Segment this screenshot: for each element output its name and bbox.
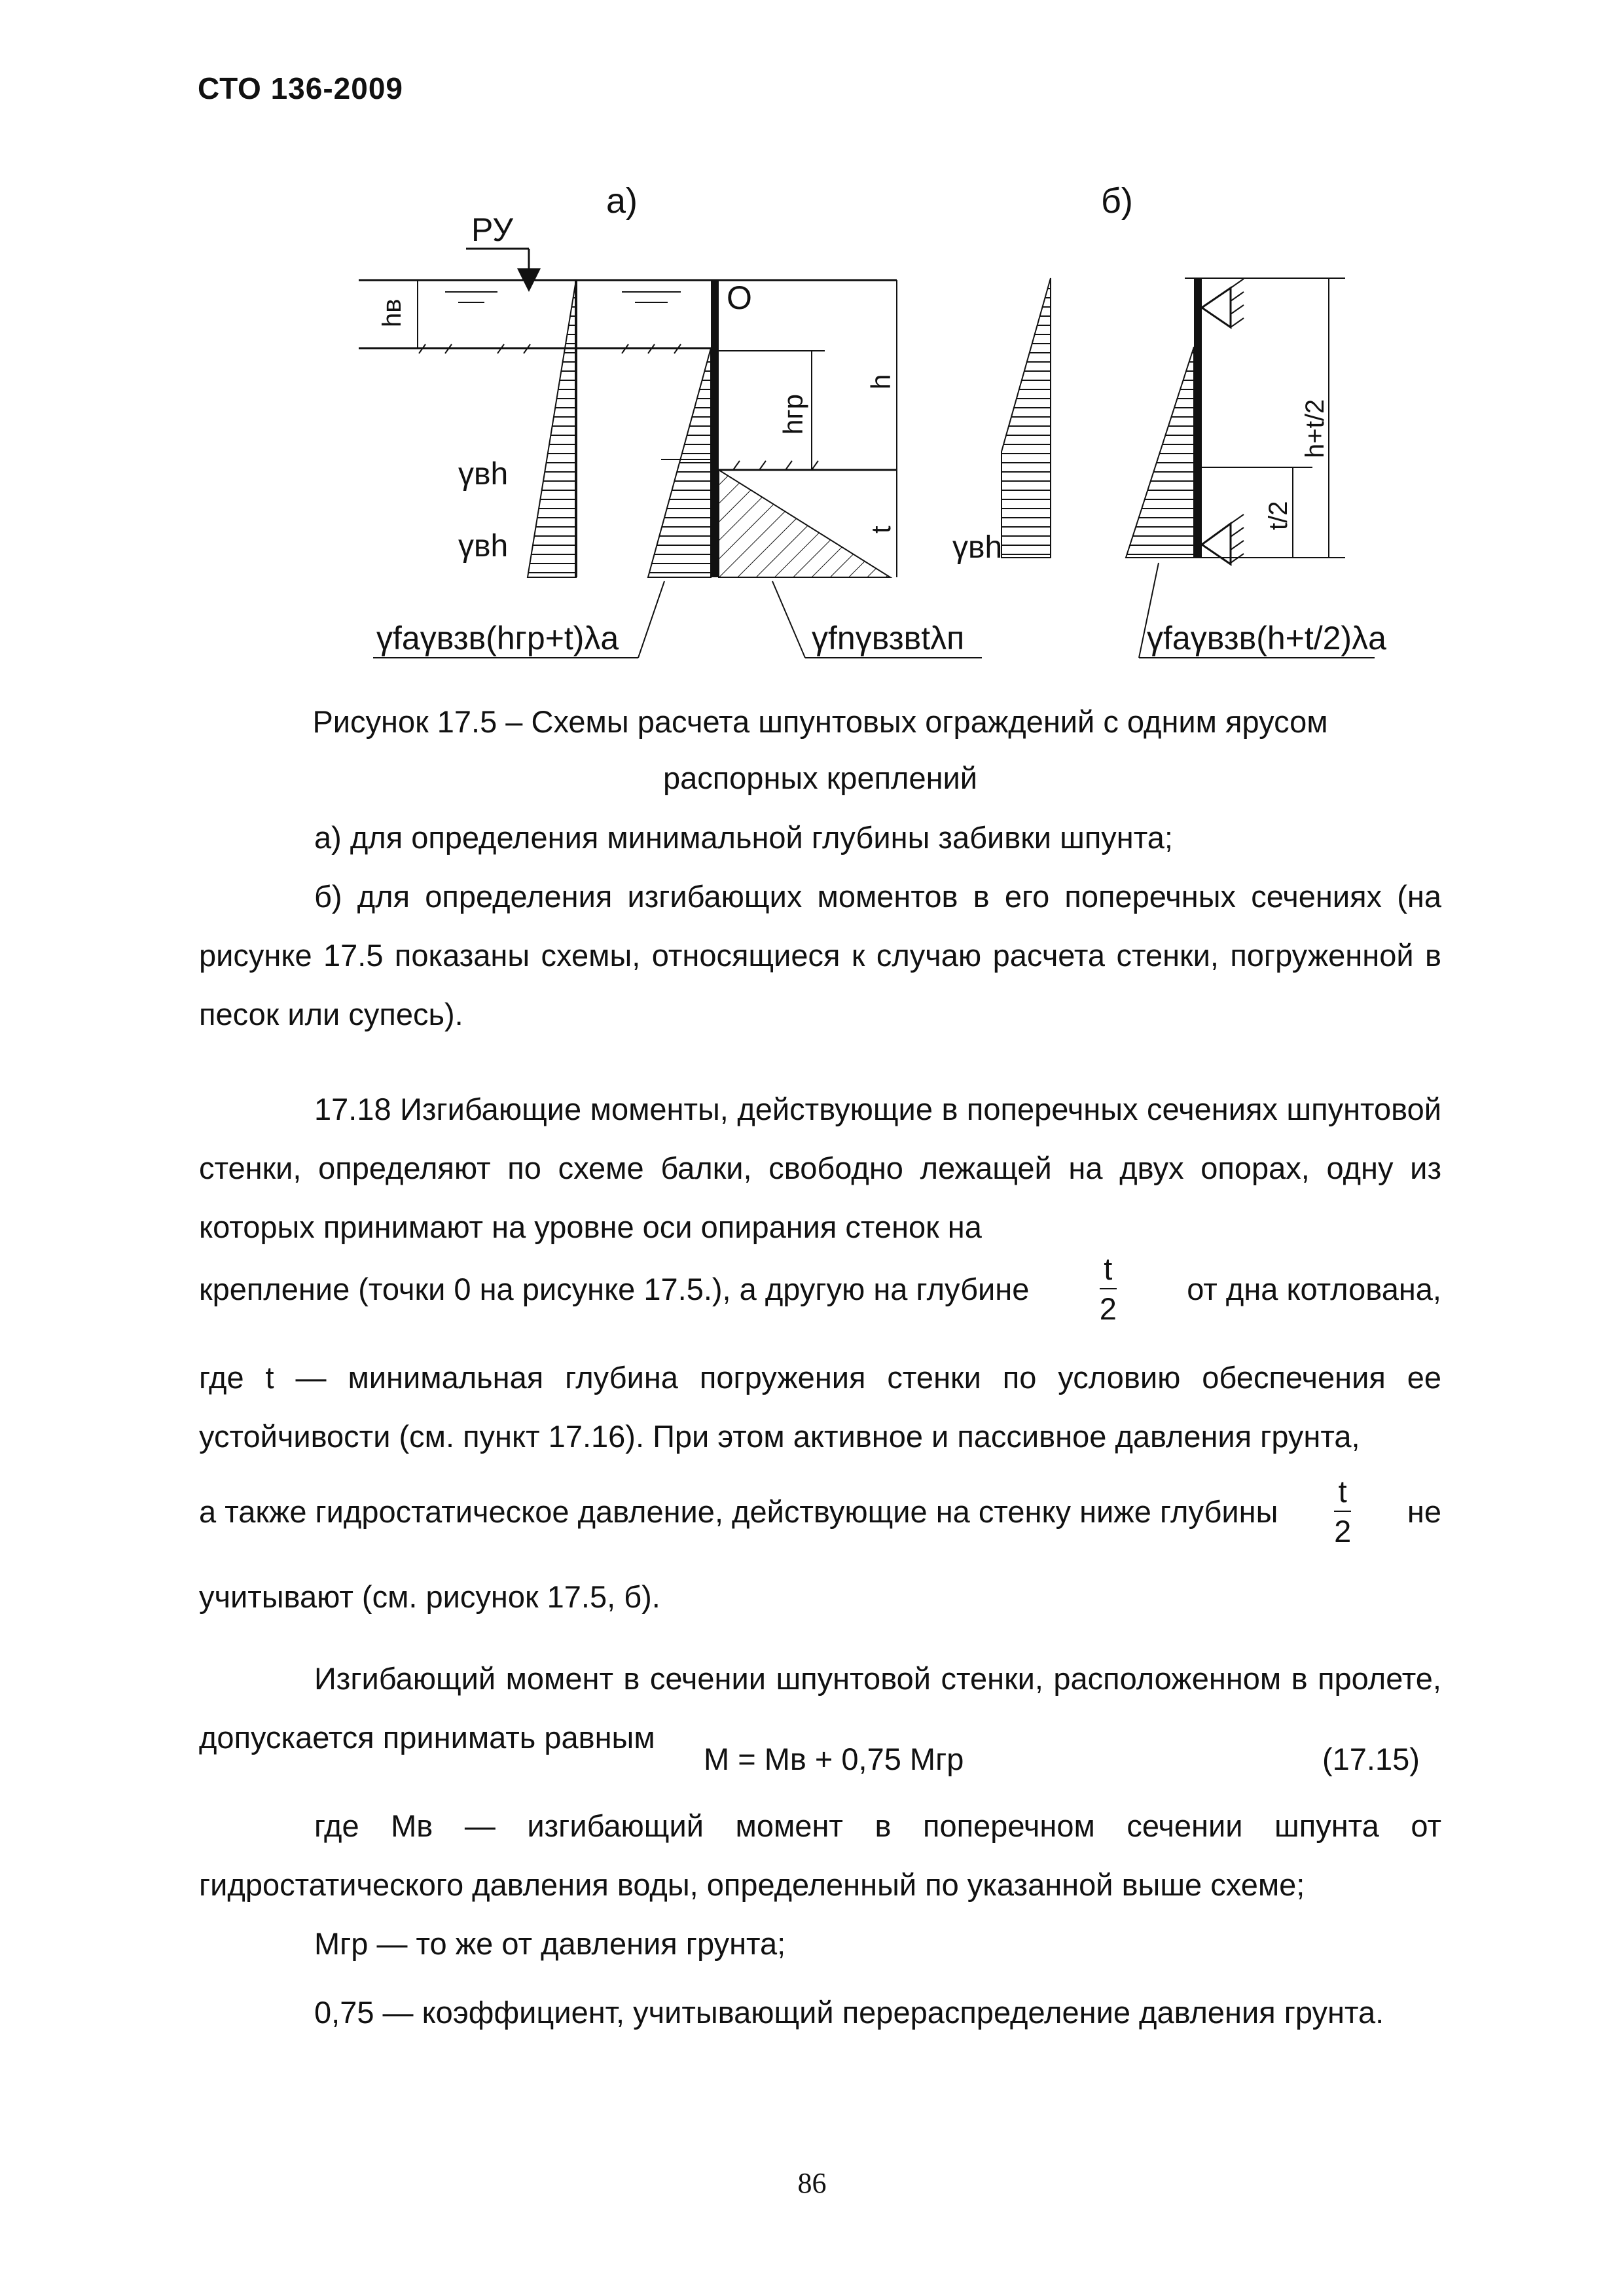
fraction-denominator: 2 bbox=[1099, 1291, 1117, 1326]
active-pressure-diagram-b bbox=[1126, 347, 1194, 558]
paragraph-17-18-line-fraction-1 bbox=[199, 1253, 1441, 1324]
support-top bbox=[1202, 288, 1231, 327]
label-gamma-h-1: γвh bbox=[458, 457, 509, 492]
label-t2: t/2 bbox=[1264, 501, 1293, 530]
fraction-t-over-2-b bbox=[1334, 1476, 1351, 1547]
text-after-fraction-1: от дна котлована, bbox=[1187, 1271, 1441, 1306]
text-before-fraction-2: а также гидростатическое давление, действующие на стенку ниже глубины bbox=[199, 1494, 1278, 1529]
text-after-fraction-2: не bbox=[1407, 1494, 1441, 1529]
fraction-numerator: t bbox=[1100, 1253, 1117, 1289]
where-coefficient: 0,75 — коэффициент, учитывающий перераспределение давления грунта. bbox=[314, 1995, 1384, 2030]
formula-active-b: γfaγвзв(h+t/2)λa bbox=[1147, 620, 1386, 656]
label-gamma-h-3: γвh bbox=[952, 530, 1003, 565]
paragraph-17-18-line-fraction-2 bbox=[199, 1476, 1441, 1547]
label-hv: hв bbox=[378, 298, 406, 327]
paragraph-17-18: 17.18 Изгибающие моменты, действующие в поперечных сечениях шпунтовой стенки, определяют по схеме балки, свободно лежащей на двух опорах, одну из которых принимают на уровне оси опирания стенок на bbox=[199, 1092, 1441, 1244]
fraction-t-over-2-a bbox=[1100, 1253, 1117, 1324]
where-mgr: Мгр — то же от давления грунта; bbox=[314, 1926, 786, 1961]
paragraph-17-18-cont: где t — минимальная глубина погружения стенки по условию обеспечения ее устойчивости (см. пункт 17.16). При этом активное и пассивное давления грунта, bbox=[199, 1360, 1441, 1454]
formula-active-a: γfaγвзв(hгр+t)λa bbox=[376, 620, 619, 656]
figure-caption-line-1: Рисунок 17.5 – Схемы расчета шпунтовых ограждений с одним ярусом bbox=[312, 704, 1328, 739]
formula-number: (17.15) bbox=[1322, 1742, 1420, 1776]
figure-caption bbox=[199, 694, 1441, 806]
label-scheme-b: б) bbox=[1101, 181, 1133, 221]
where-mv: где Мв — изгибающий момент в поперечном сечении шпунта от гидростатического давления воды, определенный по указанной выше схеме; bbox=[199, 1808, 1441, 1902]
label-hgr: hгр bbox=[778, 393, 808, 435]
label-point-o: О bbox=[727, 279, 752, 316]
water-pressure-diagram-b bbox=[1001, 278, 1051, 558]
formula-passive-a: γfnγвзвtλп bbox=[812, 620, 965, 656]
paragraph-moment: Изгибающий момент в сечении шпунтовой стенки, расположенном в пролете, допускается принимать равным bbox=[199, 1661, 1441, 1755]
text-before-fraction-1: крепление (точки 0 на рисунке 17.5.), а другую на глубине bbox=[199, 1271, 1030, 1306]
label-h: h bbox=[865, 374, 896, 389]
formula-17-15: М = Мв + 0,75 Мгр bbox=[704, 1742, 964, 1776]
document-code: СТО 136-2009 bbox=[198, 71, 403, 105]
passive-pressure-diagram-a bbox=[719, 470, 890, 577]
label-load-ru: РУ bbox=[471, 211, 514, 248]
water-pressure-diagram-a bbox=[528, 280, 576, 577]
label-gamma-h-2: γвh bbox=[458, 529, 509, 564]
active-pressure-diagram-a bbox=[648, 348, 711, 577]
fraction-denominator-2: 2 bbox=[1334, 1514, 1352, 1549]
figure-caption-line-2: распорных креплений bbox=[662, 761, 978, 795]
legend-b: б) для определения изгибающих моментов в его поперечных сечениях (на рисунке 17.5 показаны схемы, относящиеся к случаю расчета стенки, погруженной в песок или супесь). bbox=[199, 879, 1441, 1031]
label-scheme-a: а) bbox=[606, 181, 638, 221]
page-number: 86 bbox=[797, 2167, 827, 2199]
paragraph-17-18-end: учитывают (см. рисунок 17.5, б). bbox=[199, 1579, 660, 1614]
label-h-t2: h+t/2 bbox=[1301, 399, 1329, 458]
fraction-numerator-2: t bbox=[1334, 1476, 1351, 1512]
label-t: t bbox=[865, 526, 896, 533]
figure-17-5 bbox=[0, 0, 1624, 707]
legend-a: а) для определения минимальной глубины забивки шпунта; bbox=[314, 820, 1173, 855]
